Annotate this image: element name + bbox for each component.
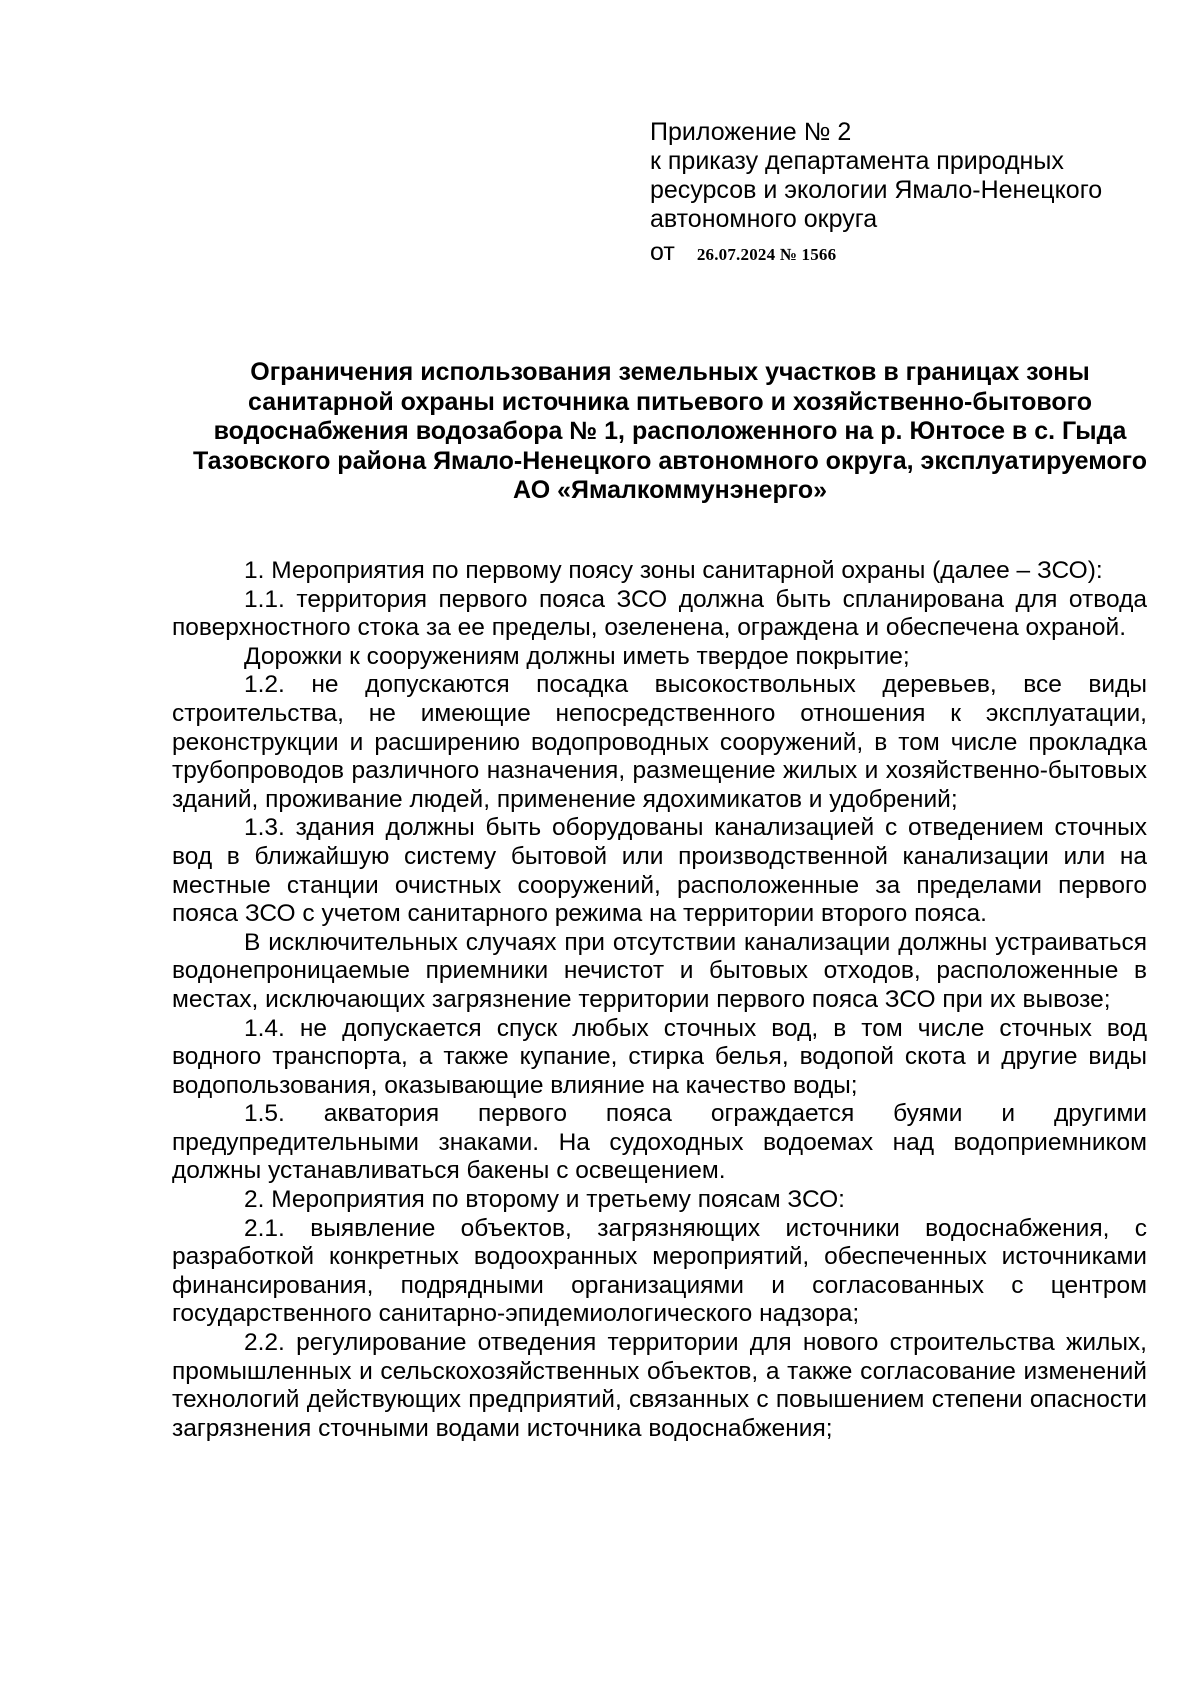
order-date-number: 26.07.2024 № 1566 <box>696 245 837 264</box>
appendix-number: Приложение № 2 <box>650 118 852 146</box>
title-line-2: санитарной охраны источника питьевого и хозяйственно-бытового <box>247 387 1093 416</box>
title-line-1: Ограничения использования земельных участков в границах зоны <box>250 358 1090 386</box>
paragraph-1-5: 1.5. акватория первого пояса ограждается буями и другими предупредительными знаками. На судоходных водоемах над водоприемником должны устанавливаться бакены с освещением. <box>172 1100 1147 1185</box>
paragraph-1-1: 1.1. территория первого пояса ЗСО должна быть спланирована для отвода поверхностного стока за ее пределы, озеленена, ограждена и обеспечена охраной. <box>172 585 1147 642</box>
paragraph-1: 1. Мероприятия по первому поясу зоны санитарной охраны (далее – ЗСО): <box>244 557 1103 584</box>
title-line-4: Тазовского района Ямало-Ненецкого автономного округа, эксплуатируемого <box>192 446 1148 475</box>
appendix-date-line <box>650 238 1170 269</box>
paragraph-2-2: 2.2. регулирование отведения территории для нового строительства жилых, промышленных и сельскохозяйственных объектов, а также согласование изменений технологий действующих предприятий, связанных с повышением степени опасности загрязнения сточными водами источника водоснабжения; <box>172 1329 1147 1442</box>
document-title <box>150 358 1190 506</box>
appendix-department-line: ресурсов и экологии Ямало-Ненецкого <box>650 176 1103 204</box>
paragraph-2-1: 2.1. выявление объектов, загрязняющих источники водоснабжения, с разработкой конкретных водоохранных мероприятий, обеспеченных источниками финансирования, подрядными организациями и согласованных с центром государственного санитарно-эпидемиологического надзора; <box>172 1214 1147 1328</box>
paragraph-1-4: 1.4. не допускается спуск любых сточных вод, в том числе сточных вод водного транспорта, а также купание, стирка белья, водопой скота и другие виды водопользования, оказывающие влияние на качество воды; <box>172 1014 1147 1099</box>
document-body <box>172 557 1147 1443</box>
appendix-region-line: автономного округа <box>650 205 878 233</box>
paragraph-paths: Дорожки к сооружениям должны иметь твердое покрытие; <box>244 642 910 670</box>
paragraph-exceptional-cases: В исключительных случаях при отсутствии канализации должны устраиваться водонепроницаемые приемники нечистот и бытовых отходов, расположенные в местах, исключающих загрязнение территории первого пояса ЗСО при их вывозе; <box>172 928 1147 1013</box>
title-line-3: водоснабжения водозабора № 1, расположенного на р. Юнтосе в с. Гыда <box>213 417 1127 445</box>
title-line-5: АО «Ямалкоммунэнерго» <box>512 476 828 504</box>
paragraph-2: 2. Мероприятия по второму и третьему поясам ЗСО: <box>244 1186 845 1214</box>
paragraph-1-2: 1.2. не допускаются посадка высокоствольных деревьев, все виды строительства, не имеющие непосредственного отношения к эксплуатации, реконструкции и расширению водопроводных сооружений, в том числе прокладка трубопроводов различного назначения, размещение жилых и хозяйственно-бытовых зданий, проживание людей, применение ядохимикатов и удобрений; <box>172 671 1147 813</box>
appendix-header <box>650 118 1170 269</box>
appendix-order-line: к приказу департамента природных <box>650 147 1064 175</box>
paragraph-1-3: 1.3. здания должны быть оборудованы канализацией с отведением сточных вод в ближайшую систему бытовой или производственной канализации или на местные станции очистных сооружений, расположенные за пределами первого пояса ЗСО с учетом санитарного режима на территории второго пояса. <box>172 814 1147 928</box>
date-prefix: от <box>650 238 675 266</box>
